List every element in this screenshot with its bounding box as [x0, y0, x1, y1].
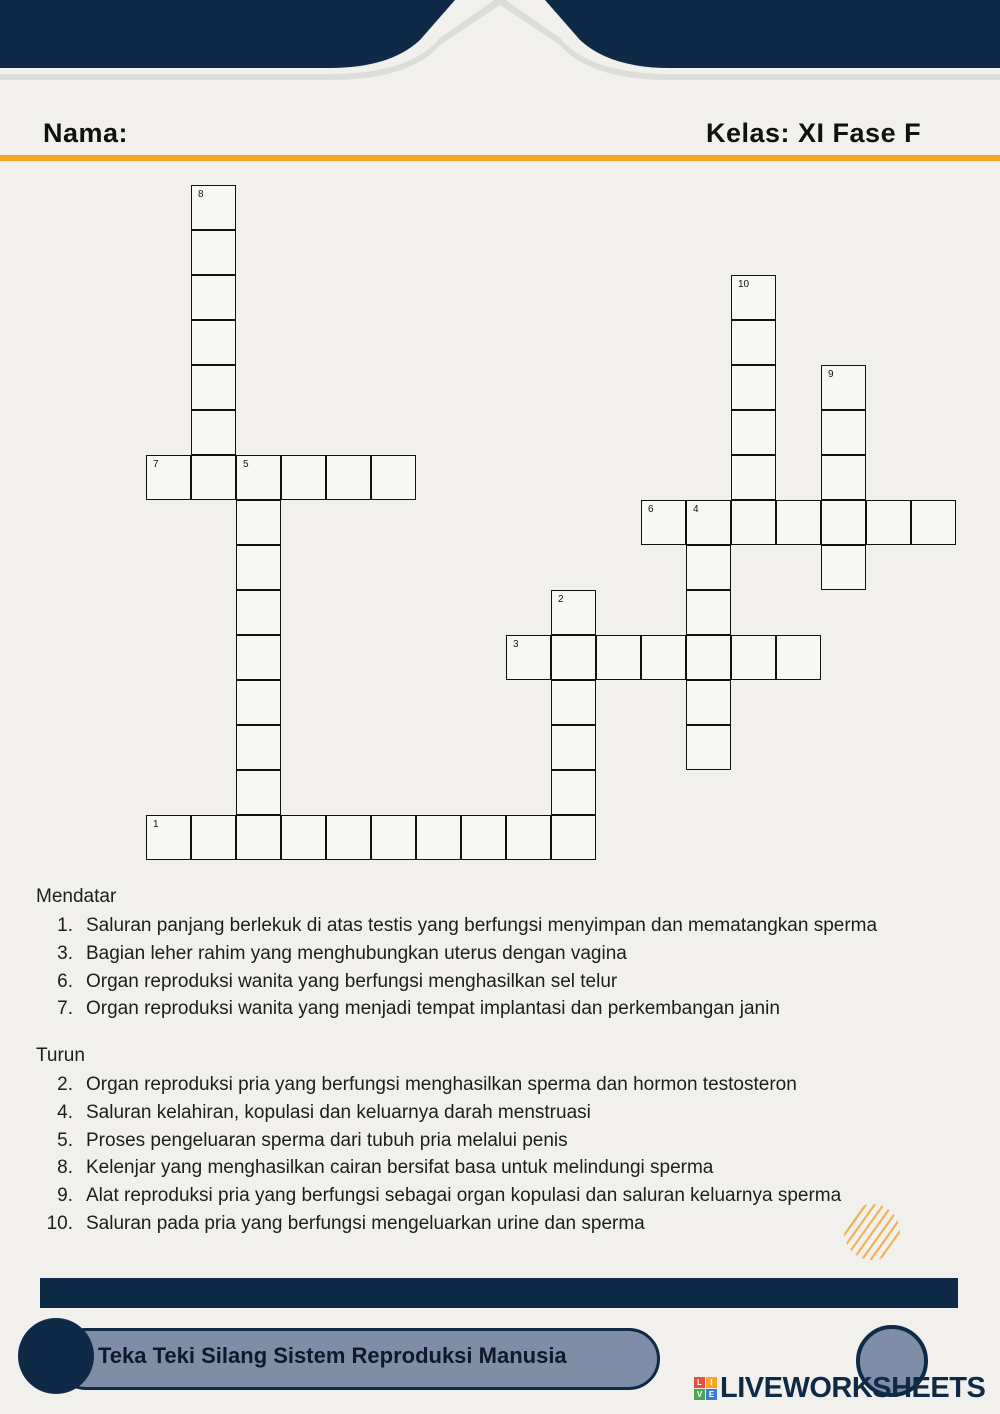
crossword-cell[interactable]: [821, 500, 866, 545]
title-dot-decoration: [18, 1318, 94, 1394]
crossword-cell[interactable]: [326, 455, 371, 500]
crossword-cell[interactable]: [191, 410, 236, 455]
crossword-cell[interactable]: [191, 815, 236, 860]
crossword-cell[interactable]: [866, 500, 911, 545]
across-clues: [36, 884, 877, 1023]
clue-item: [36, 1182, 841, 1210]
crossword-cell[interactable]: [551, 635, 596, 680]
crossword-cell[interactable]: [281, 815, 326, 860]
crossword-cell[interactable]: [146, 815, 191, 860]
cell-number: 4: [693, 504, 699, 515]
cell-number: 2: [558, 594, 564, 605]
cell-number: 10: [738, 279, 750, 290]
clue-item: [36, 912, 877, 940]
crossword-cell[interactable]: [911, 500, 956, 545]
clue-text: Alat reproduksi pria yang berfungsi sebagai organ kopulasi dan saluran keluarnya sperma: [86, 1185, 842, 1207]
cell-number: 8: [198, 189, 204, 200]
crossword-cell[interactable]: [551, 680, 596, 725]
clue-text: Saluran panjang berlekuk di atas testis yang berfungsi menyimpan dan mematangkan sperma: [86, 915, 878, 936]
crossword-cell[interactable]: [641, 500, 686, 545]
clue-item: [36, 940, 877, 968]
crossword-cell[interactable]: [371, 815, 416, 860]
crossword-cell[interactable]: [236, 770, 281, 815]
crossword-cell[interactable]: [236, 590, 281, 635]
crossword-cell[interactable]: [146, 455, 191, 500]
clue-text: Organ reproduksi wanita yang menjadi tempat implantasi dan perkembangan janin: [86, 998, 780, 1020]
top-banner: [0, 0, 1000, 100]
clue-text: Saluran kelahiran, kopulasi dan keluarnya darah menstruasi: [86, 1101, 591, 1123]
clue-text: Bagian leher rahim yang menghubungkan uterus dengan vagina: [86, 942, 627, 964]
crossword-cell[interactable]: [461, 815, 506, 860]
brand-watermark: [694, 1372, 985, 1405]
clue-number: 1.: [57, 915, 73, 936]
crossword-cell[interactable]: [686, 725, 731, 770]
crossword-cell[interactable]: [686, 590, 731, 635]
crossword-cell[interactable]: [236, 635, 281, 680]
across-clue-list: [36, 912, 877, 1023]
crossword-cell[interactable]: [686, 680, 731, 725]
crossword-cell[interactable]: [686, 500, 731, 545]
crossword-cell[interactable]: [236, 455, 281, 500]
crossword-cell[interactable]: [731, 455, 776, 500]
hatched-circle-decoration: [843, 1203, 901, 1261]
crossword-cell[interactable]: [506, 635, 551, 680]
crossword-cell[interactable]: [776, 635, 821, 680]
clue-item: [36, 995, 877, 1023]
crossword-cell[interactable]: [236, 500, 281, 545]
crossword-cell[interactable]: [236, 680, 281, 725]
crossword-cell[interactable]: [686, 635, 731, 680]
crossword-cell[interactable]: [686, 545, 731, 590]
clue-item: [36, 1210, 841, 1238]
clue-number: 2.: [57, 1074, 73, 1095]
class-label: Kelas: XI Fase F: [706, 118, 922, 148]
crossword-cell[interactable]: [236, 545, 281, 590]
clue-text: Organ reproduksi wanita yang berfungsi menghasilkan sel telur: [86, 970, 618, 992]
crossword-cell[interactable]: [821, 455, 866, 500]
crossword-cell[interactable]: [506, 815, 551, 860]
crossword-cell[interactable]: [731, 320, 776, 365]
crossword-cell[interactable]: [236, 815, 281, 860]
clue-item: [36, 968, 877, 996]
clue-item: [36, 1099, 841, 1127]
clue-number: 5.: [57, 1129, 73, 1151]
cell-number: 1: [153, 819, 159, 830]
crossword-cell[interactable]: [281, 455, 326, 500]
clue-number: 9.: [57, 1185, 73, 1207]
crossword-cell[interactable]: [731, 275, 776, 320]
clue-text: Saluran pada pria yang berfungsi mengeluarkan urine dan sperma: [86, 1212, 645, 1234]
clue-number: 7.: [57, 998, 73, 1020]
crossword-cell[interactable]: [191, 230, 236, 275]
crossword-cell[interactable]: [191, 365, 236, 410]
crossword-cell[interactable]: [731, 410, 776, 455]
clue-text: Organ reproduksi pria yang berfungsi menghasilkan sperma dan hormon testosteron: [86, 1074, 797, 1095]
crossword-cell[interactable]: [371, 455, 416, 500]
clue-item: [36, 1071, 841, 1099]
header-divider: [0, 155, 1000, 161]
crossword-cell[interactable]: [326, 815, 371, 860]
crossword-cell[interactable]: [731, 500, 776, 545]
crossword-cell[interactable]: [191, 275, 236, 320]
cell-number: 9: [828, 369, 834, 380]
crossword-cell[interactable]: [551, 815, 596, 860]
crossword-cell[interactable]: [191, 455, 236, 500]
liveworksheets-logo-icon: L I V E: [694, 1377, 717, 1400]
brand-text: LIVEWORKSHEETS: [720, 1372, 986, 1404]
clue-text: Kelenjar yang menghasilkan cairan bersifat basa untuk melindungi sperma: [86, 1157, 714, 1179]
clue-number: 8.: [57, 1157, 73, 1179]
crossword-cell[interactable]: [821, 545, 866, 590]
clue-item: [36, 1127, 841, 1155]
across-heading: Mendatar: [36, 886, 117, 907]
crossword-cell[interactable]: [551, 590, 596, 635]
clue-item: [36, 1154, 841, 1182]
crossword-cell[interactable]: [551, 725, 596, 770]
cell-number: 7: [153, 459, 159, 470]
down-heading: Turun: [36, 1045, 85, 1066]
cell-number: 6: [648, 504, 654, 515]
crossword-cell[interactable]: [731, 365, 776, 410]
down-clue-list: [36, 1071, 841, 1238]
crossword-cell[interactable]: [416, 815, 461, 860]
crossword-cell[interactable]: [731, 635, 776, 680]
crossword-cell[interactable]: [641, 635, 686, 680]
crossword-cell[interactable]: [551, 770, 596, 815]
clue-number: 3.: [57, 942, 73, 964]
footer-bar: [40, 1278, 958, 1308]
crossword-cell[interactable]: [191, 185, 236, 230]
crossword-cell[interactable]: [821, 365, 866, 410]
crossword-cell[interactable]: [596, 635, 641, 680]
down-clues: [36, 1043, 841, 1238]
clue-text: Proses pengeluaran sperma dari tubuh pria melalui penis: [86, 1129, 568, 1151]
clue-number: 10.: [46, 1212, 73, 1234]
crossword-cell[interactable]: [191, 320, 236, 365]
crossword-cell[interactable]: [236, 725, 281, 770]
clue-number: 4.: [57, 1101, 73, 1123]
worksheet-title: Teka Teki Silang Sistem Reproduksi Manusia: [98, 1343, 567, 1368]
cell-number: 5: [243, 459, 249, 470]
name-label: Nama:: [43, 118, 129, 148]
cell-number: 3: [513, 639, 519, 650]
clue-number: 6.: [57, 970, 73, 992]
crossword-cell[interactable]: [821, 410, 866, 455]
crossword-cell[interactable]: [776, 500, 821, 545]
